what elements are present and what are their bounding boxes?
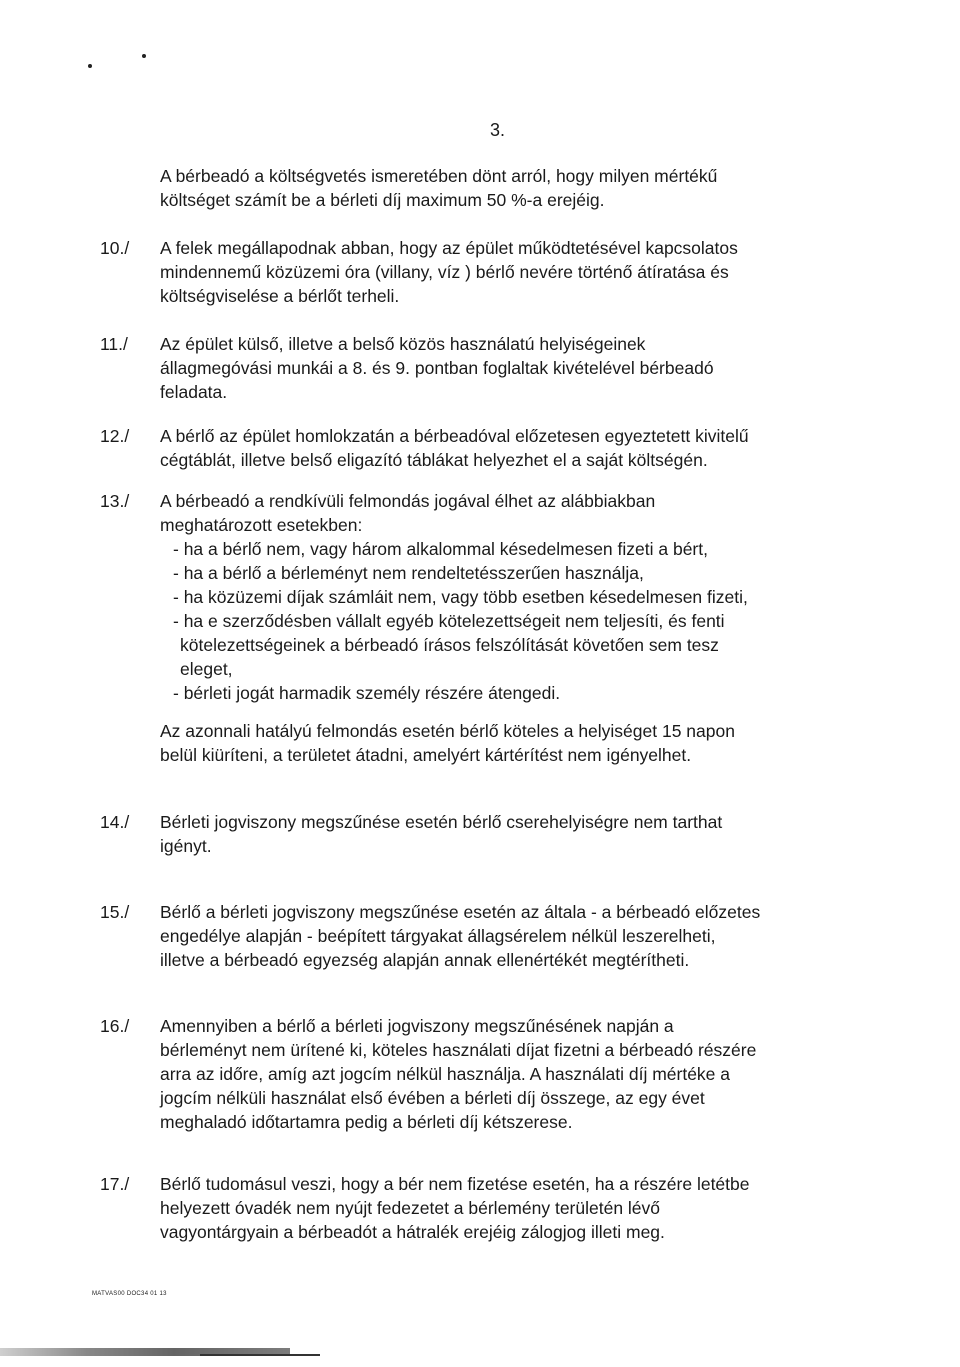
section-number: 12./ [100,426,130,446]
section-number: 11./ [100,334,128,354]
section-text [160,236,855,308]
text-line: Amennyiben a bérlő a bérleti jogviszony megszűnésének napján a [160,1016,674,1036]
text-line: cégtáblát, illetve belső eligazító táblákat helyezhet el a saját költségén. [160,450,708,470]
list-item: - ha e szerződésben vállalt egyéb kötelezettségeit nem teljesíti, és fenti [173,611,725,631]
text-line: helyezett óvadék nem nyújt fedezetet a bérlemény területén lévő [160,1198,661,1218]
text-line: Bérlő a bérleti jogviszony megszűnése esetén az általa - a bérbeadó előzetes [160,902,761,922]
text-line: költséget számít be a bérleti díj maximum 50 %-a erejéig. [160,190,605,210]
section-text [160,900,855,972]
text-line: engedélye alapján - beépített tárgyakat állagsérelem nélkül leszerelheti, [160,926,716,946]
text-line: Bérleti jogviszony megszűnése esetén bérlő cserehelyiségre nem tarthat [160,812,723,832]
text-line: arra az időre, amíg azt jogcím nélkül használja. A használati díj mértéke a [160,1064,731,1084]
list-item-continuation: eleget, [180,659,233,679]
text-line: A bérbeadó a költségvetés ismeretében dönt arról, hogy milyen mértékű [160,166,718,186]
section-text [160,332,855,404]
page-number: 3. [490,120,506,140]
section-number: 13./ [100,491,130,511]
text-line: költségviselése a bérlőt terheli. [160,286,400,306]
section-number: 14./ [100,812,130,832]
text-line: jogcím nélküli használat első évében a bérleti díj összege, az egy évet [160,1088,705,1108]
section-text [160,1014,855,1134]
text-line: mindennemű közüzemi óra (villany, víz ) bérlő nevére történő átíratása és [160,262,729,282]
section-text [160,810,855,858]
section-number: 16./ [100,1016,130,1036]
list-item-continuation: kötelezettségeinek a bérbeadó írásos felszólítását követően sem tesz [180,635,719,655]
text-line: A bérlő az épület homlokzatán a bérbeadóval előzetesen egyeztetett kivitelű [160,426,749,446]
text-line: Az épület külső, illetve a belső közös használatú helyiségeinek [160,334,646,354]
text-line: A felek megállapodnak abban, hogy az épület működtetésével kapcsolatos [160,238,738,258]
list-item: - ha közüzemi díjak számláit nem, vagy több esetben késedelmesen fizeti, [173,587,748,607]
text-line: vagyontárgyain a bérbeadót a hátralék erejéig zálogjog illeti meg. [160,1222,665,1242]
scan-artifact-line [200,1354,320,1356]
text-line: meghatározott esetekben: [160,515,363,535]
text-line: bérleményt nem ürítené ki, köteles használati díjat fizetni a bérbeadó részére [160,1040,757,1060]
footer-document-code: MATVAS00 DOC34 01 13 [92,1291,167,1297]
scan-speck [88,64,92,68]
text-line: feladata. [160,382,228,402]
list-item: - ha a bérlő nem, vagy három alkalommal késedelmesen fizeti a bért, [173,539,708,559]
section-text [160,164,855,212]
section-text [160,489,855,767]
list-item: - ha a bérlő a bérleményt nem rendeltetésszerűen használja, [173,563,644,583]
list-item: - bérleti jogát harmadik személy részére átengedi. [173,683,561,703]
text-line: Az azonnali hatályú felmondás esetén bérlő köteles a helyiséget 15 napon [160,721,735,741]
section-text [160,1172,855,1244]
section-number: 10./ [100,238,130,258]
section-number: 15./ [100,902,130,922]
section-text [160,424,855,472]
scan-speck [142,54,146,58]
text-line: belül kiüríteni, a területet átadni, amelyért kártérítést nem igényelhet. [160,745,692,765]
section-number: 17./ [100,1174,130,1194]
text-line: állagmegóvási munkái a 8. és 9. pontban foglaltak kivételével bérbeadó [160,358,714,378]
text-line: A bérbeadó a rendkívüli felmondás jogával élhet az alábbiakban [160,491,656,511]
text-line: igényt. [160,836,212,856]
text-line: illetve a bérbeadó egyezség alapján annak ellenértékét megtérítheti. [160,950,690,970]
text-line: meghaladó időtartamra pedig a bérleti díj kétszerese. [160,1112,573,1132]
text-line: Bérlő tudomásul veszi, hogy a bér nem fizetése esetén, ha a részére letétbe [160,1174,750,1194]
